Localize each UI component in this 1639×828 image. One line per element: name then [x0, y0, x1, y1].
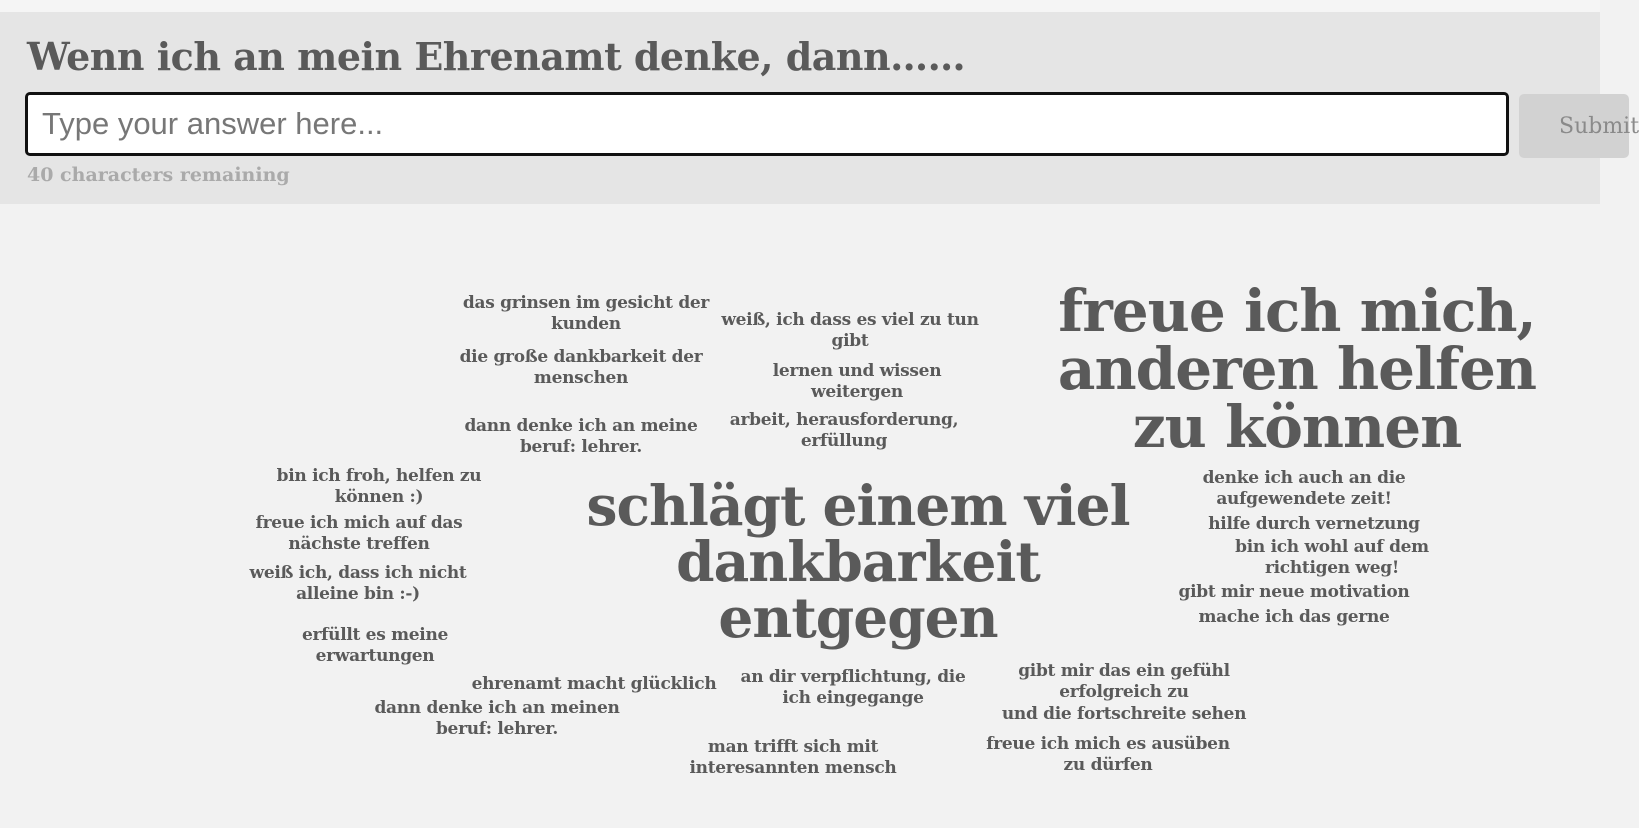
cloud-phrase: denke ich auch an die aufgewendete zeit! — [1202, 468, 1406, 509]
cloud-phrase: freue ich mich, anderen helfen zu können — [1057, 277, 1537, 461]
cloud-phrase: dann denke ich an meinen beruf: lehrer. — [374, 698, 620, 739]
question-header — [0, 12, 1639, 204]
answer-input[interactable] — [25, 92, 1509, 156]
cloud-phrase: an dir verpflichtung, die ich eingegange — [740, 667, 966, 708]
cloud-phrase: dann denke ich an meine beruf: lehrer. — [464, 416, 698, 457]
cloud-phrase: freue ich mich auf das nächste treffen — [255, 513, 463, 554]
cloud-phrase: bin ich wohl auf dem richtigen weg! — [1235, 537, 1429, 578]
cloud-phrase: und die fortschreite sehen — [1001, 704, 1247, 724]
cloud-phrase: man trifft sich mit interesannten mensch — [689, 737, 897, 778]
word-cloud — [0, 204, 1600, 828]
cloud-phrase: gibt mir neue motivation — [1178, 582, 1410, 602]
question-title: Wenn ich an mein Ehrenamt denke, dann…… — [27, 34, 966, 79]
cloud-phrase: lernen und wissen weitergen — [772, 361, 942, 402]
cloud-phrase: erfüllt es meine erwartungen — [301, 625, 449, 666]
cloud-phrase: arbeit, herausforderung, erfüllung — [729, 410, 959, 451]
characters-remaining: 40 characters remaining — [27, 164, 290, 186]
cloud-phrase: das grinsen im gesicht der kunden — [462, 293, 710, 334]
cloud-phrase: hilfe durch vernetzung — [1208, 514, 1420, 534]
cloud-phrase: gibt mir das ein gefühl erfolgreich zu — [1018, 661, 1230, 702]
cloud-phrase: weiß, ich dass es viel zu tun gibt — [721, 310, 979, 351]
cloud-phrase: die große dankbarkeit der menschen — [459, 347, 703, 388]
cloud-phrase: schlägt einem viel dankbarkeit entgegen — [586, 473, 1130, 650]
cloud-phrase: bin ich froh, helfen zu können :) — [276, 466, 482, 507]
cloud-phrase: ehrenamt macht glücklich — [471, 674, 717, 694]
cloud-phrase: mache ich das gerne — [1198, 607, 1390, 627]
top-strip — [0, 0, 1600, 12]
submit-button[interactable]: Submit — [1519, 94, 1629, 158]
cloud-phrase: weiß ich, dass ich nicht alleine bin :-) — [249, 563, 467, 604]
cloud-phrase: freue ich mich es ausüben zu dürfen — [986, 734, 1230, 775]
